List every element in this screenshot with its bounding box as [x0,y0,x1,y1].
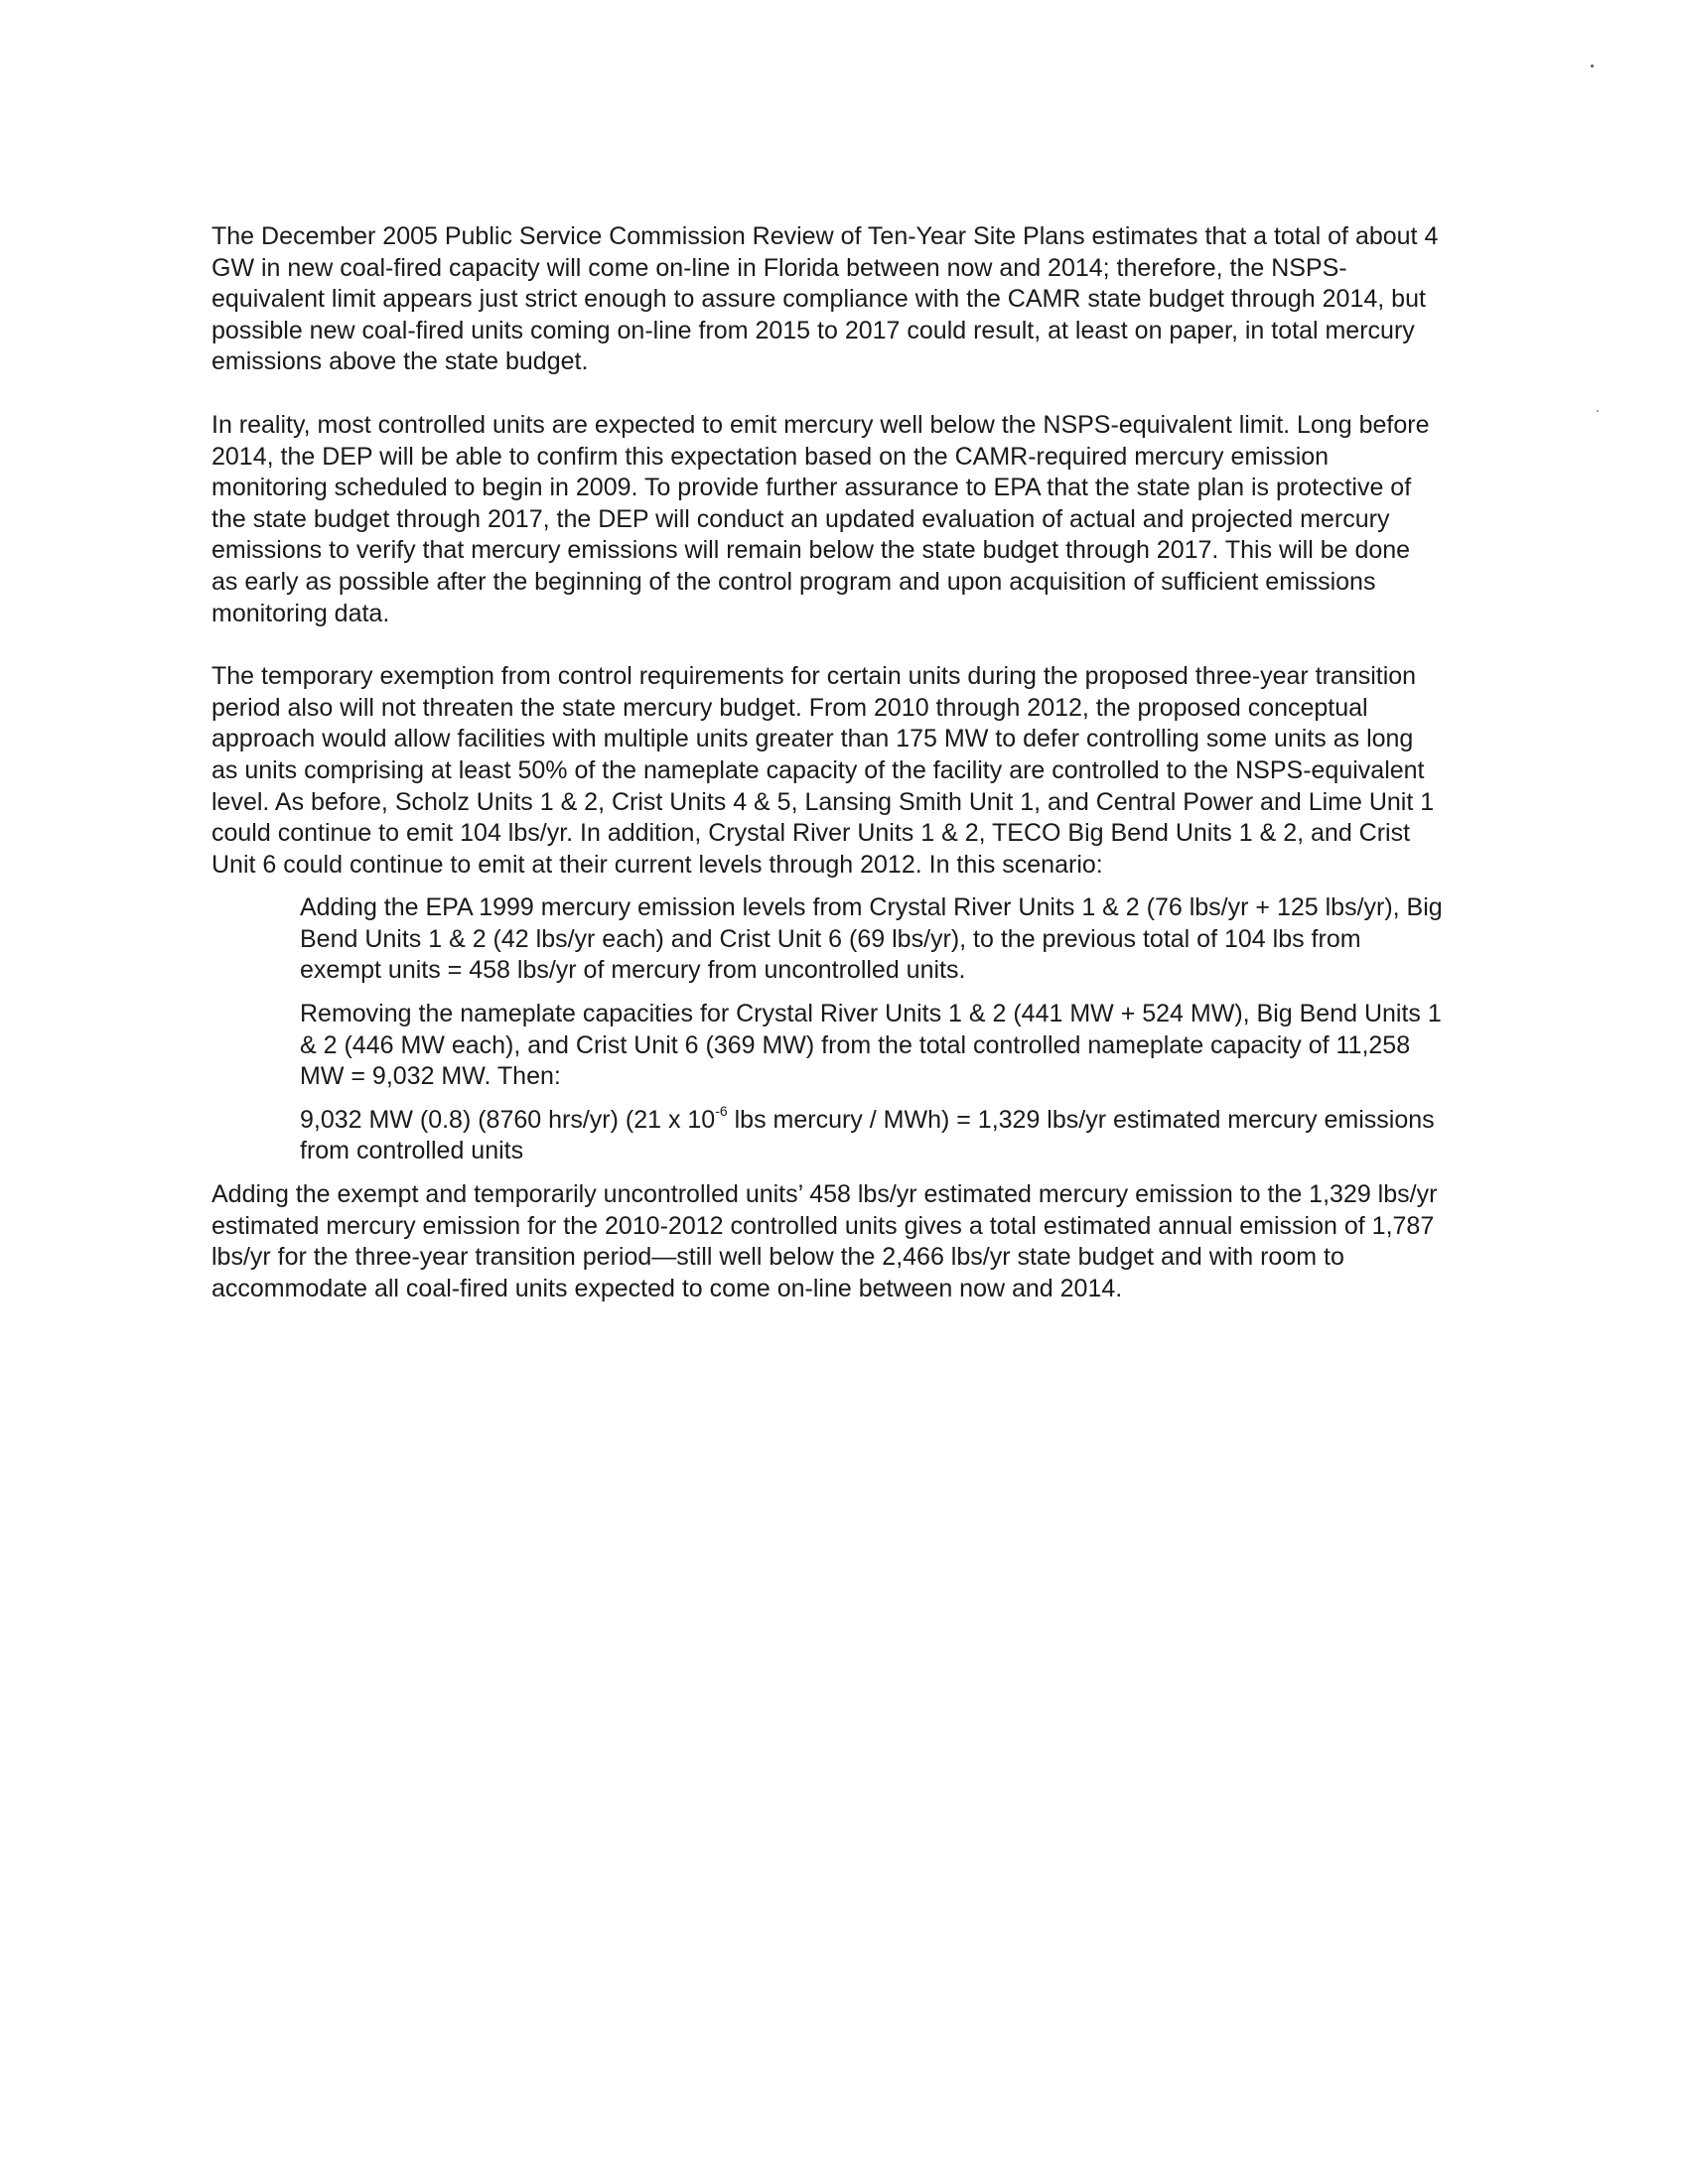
formula-exponent: -6 [715,1102,728,1119]
scan-speck-mark [1591,65,1594,68]
paragraph-total-estimate: Adding the exempt and temporarily uncontrolled units’ 458 lbs/yr estimated mercury emission to the 1,329 lbs/yr estimated mercury emission for the 2010-2012 controlled units gives a total estimated annual emission of 1,787 lbs/yr for the three-year transition period—still well below the 2,466 lbs/yr state budget and with room to accommodate all coal-fired units expected to come on-line between now and 2014. [211,1180,1438,1302]
document-body [211,221,1443,1304]
formula-text-end: lbs mercury / MWh) = 1,329 lbs/yr estimated mercury emissions from controlled units [300,1105,1435,1165]
paragraph-budget-compliance: The December 2005 Public Service Commission Review of Ten-Year Site Plans estimates that a total of about 4 GW in new coal-fired capacity will come on-line in Florida between now and 2014; therefore, the NSPS-equivalent limit appears just strict enough to assure compliance with the CAMR state budget through 2014, but possible new coal-fired units coming on-line from 2015 to 2017 could result, at least on paper, in total mercury emissions above the state budget. [211,222,1439,376]
scenario-item-uncontrolled-emissions: Adding the EPA 1999 mercury emission levels from Crystal River Units 1 & 2 (76 lbs/yr + 125 lbs/yr), Big Bend Units 1 & 2 (42 lbs/yr each) and Crist Unit 6 (69 lbs/yr), to the previous total of 104 lbs from exempt units = 458 lbs/yr of mercury from uncontrolled units. [300,893,1443,985]
scenario-calculation-list [211,892,1443,1167]
scenario-item-controlled-capacity: Removing the nameplate capacities for Crystal River Units 1 & 2 (441 MW + 524 MW), Big Bend Units 1 & 2 (446 MW each), and Crist Unit 6 (369 MW) from the total controlled nameplate capacity of 11,258 MW = 9,032 MW. Then: [300,1000,1442,1091]
scenario-item-formula [300,1102,1443,1167]
scan-speck-mark [1597,410,1599,412]
paragraph-actual-emissions: In reality, most controlled units are expected to emit mercury well below the NSPS-equivalent limit. Long before 2014, the DEP will be able to confirm this expectation based on the CAMR-required mercury emission monitoring scheduled to begin in 2009. To provide further assurance to EPA that the state plan is protective of the state budget through 2017, the DEP will conduct an updated evaluation of actual and projected mercury emissions to verify that mercury emissions will remain below the state budget through 2017. This will be done as early as possible after the beginning of the control program and upon acquisition of sufficient emissions monitoring data. [211,410,1430,627]
formula-text-start: 9,032 MW (0.8) (8760 hrs/yr) (21 x 10 [300,1105,716,1134]
paragraph-temporary-exemption: The temporary exemption from control requirements for certain units during the proposed three-year transition period also will not threaten the state mercury budget. From 2010 through 2012, the proposed conceptual approach would allow facilities with multiple units greater than 175 MW to defer controlling some units as long as units comprising at least 50% of the nameplate capacity of the facility are controlled to the NSPS-equivalent level. As before, Scholz Units 1 & 2, Crist Units 4 & 5, Lansing Smith Unit 1, and Central Power and Lime Unit 1 could continue to emit 104 lbs/yr. In addition, Crystal River Units 1 & 2, TECO Big Bend Units 1 & 2, and Crist Unit 6 could continue to emit at their current levels through 2012. In this scenario: [211,662,1435,879]
